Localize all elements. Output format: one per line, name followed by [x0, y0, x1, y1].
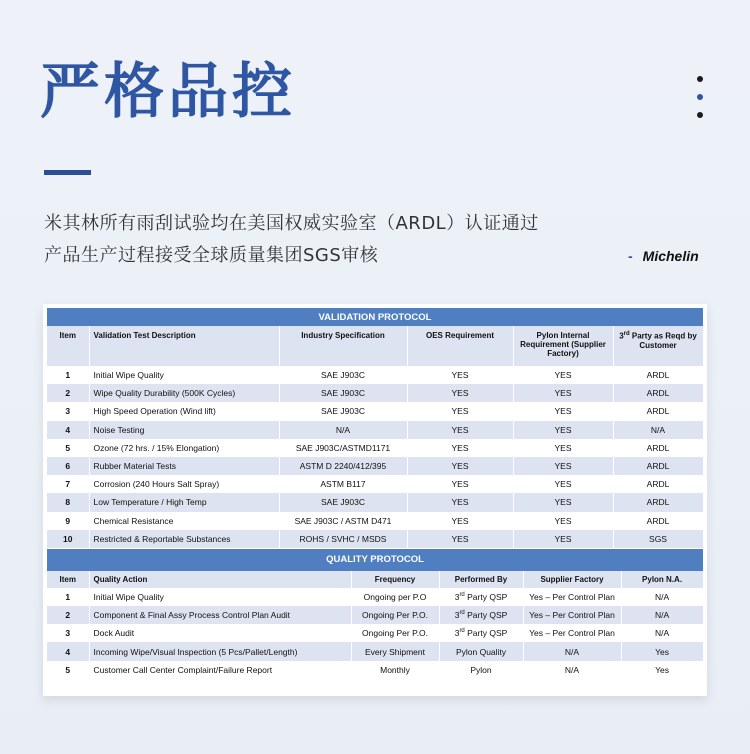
title-underline — [44, 170, 91, 175]
table-row: 6 Rubber Material Tests ASTM D 2240/412/395 YES YES ARDL — [47, 457, 703, 475]
table-row: 3 Dock Audit Ongoing Per P.O. 3rd Party QSP Yes – Per Control Plan N/A — [47, 624, 703, 642]
table-row: 2 Component & Final Assy Process Control Plan Audit Ongoing Per P.O. 3rd Party QSP Yes – Per Control Plan N/A — [47, 606, 703, 624]
quote-source — [628, 248, 699, 264]
col-spec: Industry Specification — [279, 326, 407, 366]
dot — [697, 76, 703, 82]
col-pylon-na: Pylon N.A. — [621, 571, 703, 588]
table-row: 4 Incoming Wipe/Visual Inspection (5 Pcs/Pallet/Length) Every Shipment Pylon Quality N/A Yes — [47, 642, 703, 660]
table-row: 1 Initial Wipe Quality Ongoing per P.O 3rd Party QSP Yes – Per Control Plan N/A — [47, 588, 703, 606]
source-name: Michelin — [642, 248, 699, 264]
table-row: 9 Chemical Resistance SAE J903C / ASTM D471 YES YES ARDL — [47, 512, 703, 530]
intro-text — [44, 208, 539, 272]
intro-line-2: 产品生产过程接受全球质量集团SGS审核 — [44, 245, 379, 266]
table-row: 10 Restricted & Reportable Substances ROHS / SVHC / MSDS YES YES SGS — [47, 530, 703, 548]
intro-line-1: 米其林所有雨刮试验均在美国权威实验室（ARDL）认证通过 — [44, 213, 539, 234]
col-item: Item — [47, 326, 89, 366]
more-menu-icon[interactable] — [697, 76, 703, 130]
table-row: 1 Initial Wipe Quality SAE J903C YES YES ARDL — [47, 366, 703, 384]
table-row: 8 Low Temperature / High Temp SAE J903C YES YES ARDL — [47, 493, 703, 511]
source-dash: - — [628, 248, 633, 264]
table-row: 4 Noise Testing N/A YES YES N/A — [47, 421, 703, 439]
table-row: 7 Corrosion (240 Hours Salt Spray) ASTM B117 YES YES ARDL — [47, 475, 703, 493]
page-title: 严格品控 — [40, 57, 296, 127]
col-frequency: Frequency — [351, 571, 439, 588]
validation-band: VALIDATION PROTOCOL — [47, 308, 703, 326]
validation-protocol-table — [47, 308, 704, 548]
quality-protocol-table — [47, 549, 704, 679]
col-supplier-factory: Supplier Factory — [523, 571, 621, 588]
col-oes: OES Requirement — [407, 326, 513, 366]
dot — [697, 112, 703, 118]
col-performed-by: Performed By — [439, 571, 523, 588]
table-row: 5 Ozone (72 hrs. / 15% Elongation) SAE J903C/ASTMD1171 YES YES ARDL — [47, 439, 703, 457]
quality-rows — [47, 588, 703, 679]
protocol-document-image — [43, 304, 707, 696]
table-row: 5 Customer Call Center Complaint/Failure Report Monthly Pylon N/A Yes — [47, 661, 703, 679]
validation-rows — [47, 366, 703, 548]
col-pylon: Pylon Internal Requirement (Supplier Factory) — [513, 326, 613, 366]
col-third-party: 3rd Party as Reqd by Customer — [613, 326, 703, 366]
table-row: 3 High Speed Operation (Wind lift) SAE J903C YES YES ARDL — [47, 402, 703, 420]
col-desc: Validation Test Description — [89, 326, 279, 366]
dot — [697, 94, 703, 100]
quality-band: QUALITY PROTOCOL — [47, 549, 703, 571]
col-action: Quality Action — [89, 571, 351, 588]
table-row: 2 Wipe Quality Durability (500K Cycles) SAE J903C YES YES ARDL — [47, 384, 703, 402]
col-item: Item — [47, 571, 89, 588]
